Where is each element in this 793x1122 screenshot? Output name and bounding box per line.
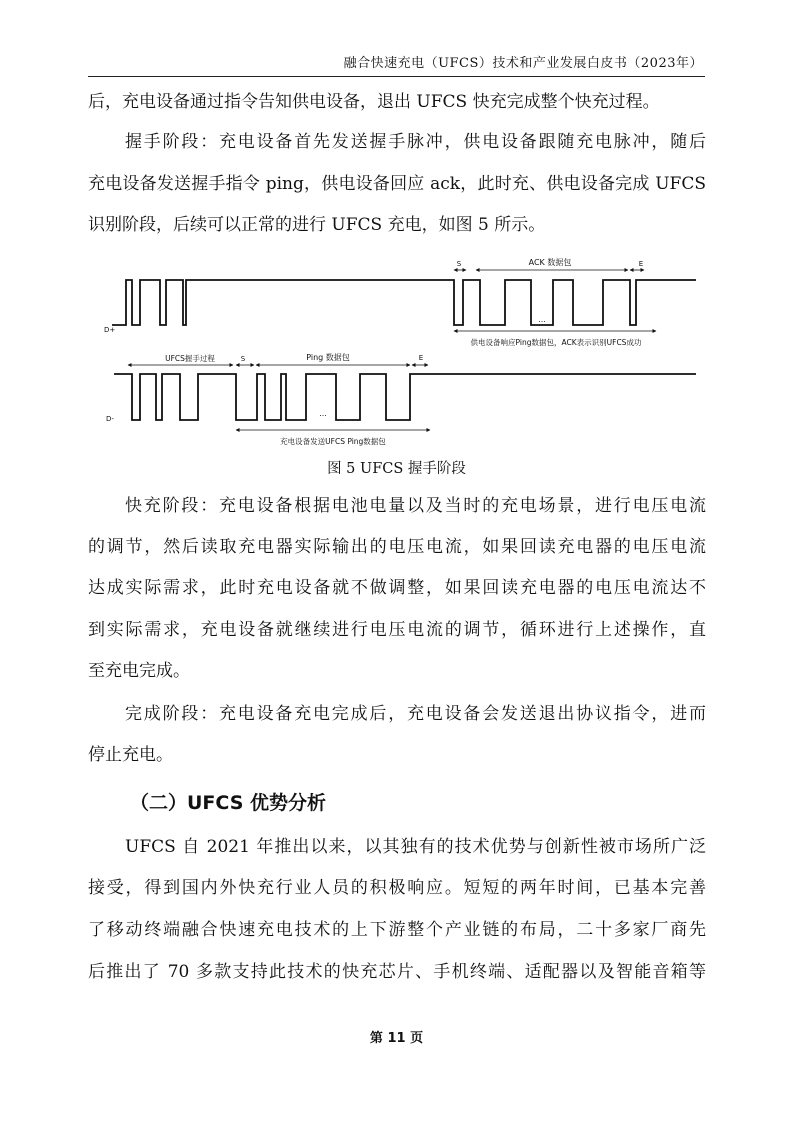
para3-line-2: 的调节，然后读取充电器实际输出的电压电流，如果回读充电器的电压电流: [88, 537, 706, 557]
ack-caption: 供电设备响应Ping数据包，ACK表示识别UFCS成功: [470, 338, 642, 347]
para2-line-1: 握手阶段：充电设备首先发送握手脉冲，供电设备跟随充电脉冲，随后: [125, 132, 706, 152]
ufcs-handshake-diagram: [88, 250, 700, 450]
dminus-label: D-: [106, 415, 114, 423]
para4-line-2: 停止充电。: [88, 745, 173, 765]
top-e-label: E: [638, 260, 644, 268]
header-rule: [88, 76, 705, 77]
para2-line-2: 充电设备发送握手指令 ping，供电设备回应 ack，此时充、供电设备完成 UFCS: [88, 174, 706, 194]
handshake-label: UFCS握手过程: [165, 354, 215, 363]
para4-line-1: 完成阶段：充电设备充电完成后，充电设备会发送退出协议指令，进而: [125, 704, 706, 724]
page-number: 第 11 页: [369, 1031, 424, 1046]
dminus-waveform: [114, 374, 696, 420]
figure-caption: 图 5 UFCS 握手阶段: [327, 461, 466, 477]
para5-line-4: 后推出了 70 多款支持此技术的快充芯片、手机终端、适配器以及智能音箱等: [88, 962, 706, 982]
running-header: 融合快速充电（UFCS）技术和产业发展白皮书（2023年）: [343, 56, 703, 71]
dplus-waveform: [112, 280, 696, 325]
dplus-label: D+: [104, 326, 116, 334]
para3-line-5: 至充电完成。: [88, 661, 190, 681]
bottom-dots: ...: [319, 409, 327, 418]
para3-line-1: 快充阶段：充电设备根据电池电量以及当时的充电场景，进行电压电流: [125, 496, 706, 516]
bottom-e-label: E: [418, 354, 424, 362]
para5-line-1: UFCS 自 2021 年推出以来，以其独有的技术优势与创新性被市场所广泛: [125, 837, 706, 857]
bottom-s-label: S: [240, 355, 246, 363]
top-s-label: S: [456, 260, 462, 268]
ping-label: Ping 数据包: [306, 353, 350, 362]
para3-line-3: 达成实际需求，此时充电设备就不做调整，如果回读充电器的电压电流达不: [88, 578, 706, 598]
top-dots: ...: [538, 315, 546, 324]
para2-line-3: 识别阶段，后续可以正常的进行 UFCS 充电，如图 5 所示。: [88, 215, 546, 235]
ack-label: ACK 数据包: [528, 258, 572, 267]
para5-line-2: 接受，得到国内外快充行业人员的积极响应。短短的两年时间，已基本完善: [88, 878, 706, 898]
para5-line-3: 了移动终端融合快速充电技术的上下游整个产业链的布局，二十多家厂商先: [88, 920, 706, 940]
ping-caption: 充电设备发送UFCS Ping数据包: [280, 437, 386, 446]
section-heading: （二）UFCS 优势分析: [130, 792, 327, 814]
para1-line-1: 后，充电设备通过指令告知供电设备，退出 UFCS 快充完成整个快充过程。: [88, 92, 660, 112]
para3-line-4: 到实际需求，充电设备就继续进行电压电流的调节，循环进行上述操作，直: [88, 620, 706, 640]
